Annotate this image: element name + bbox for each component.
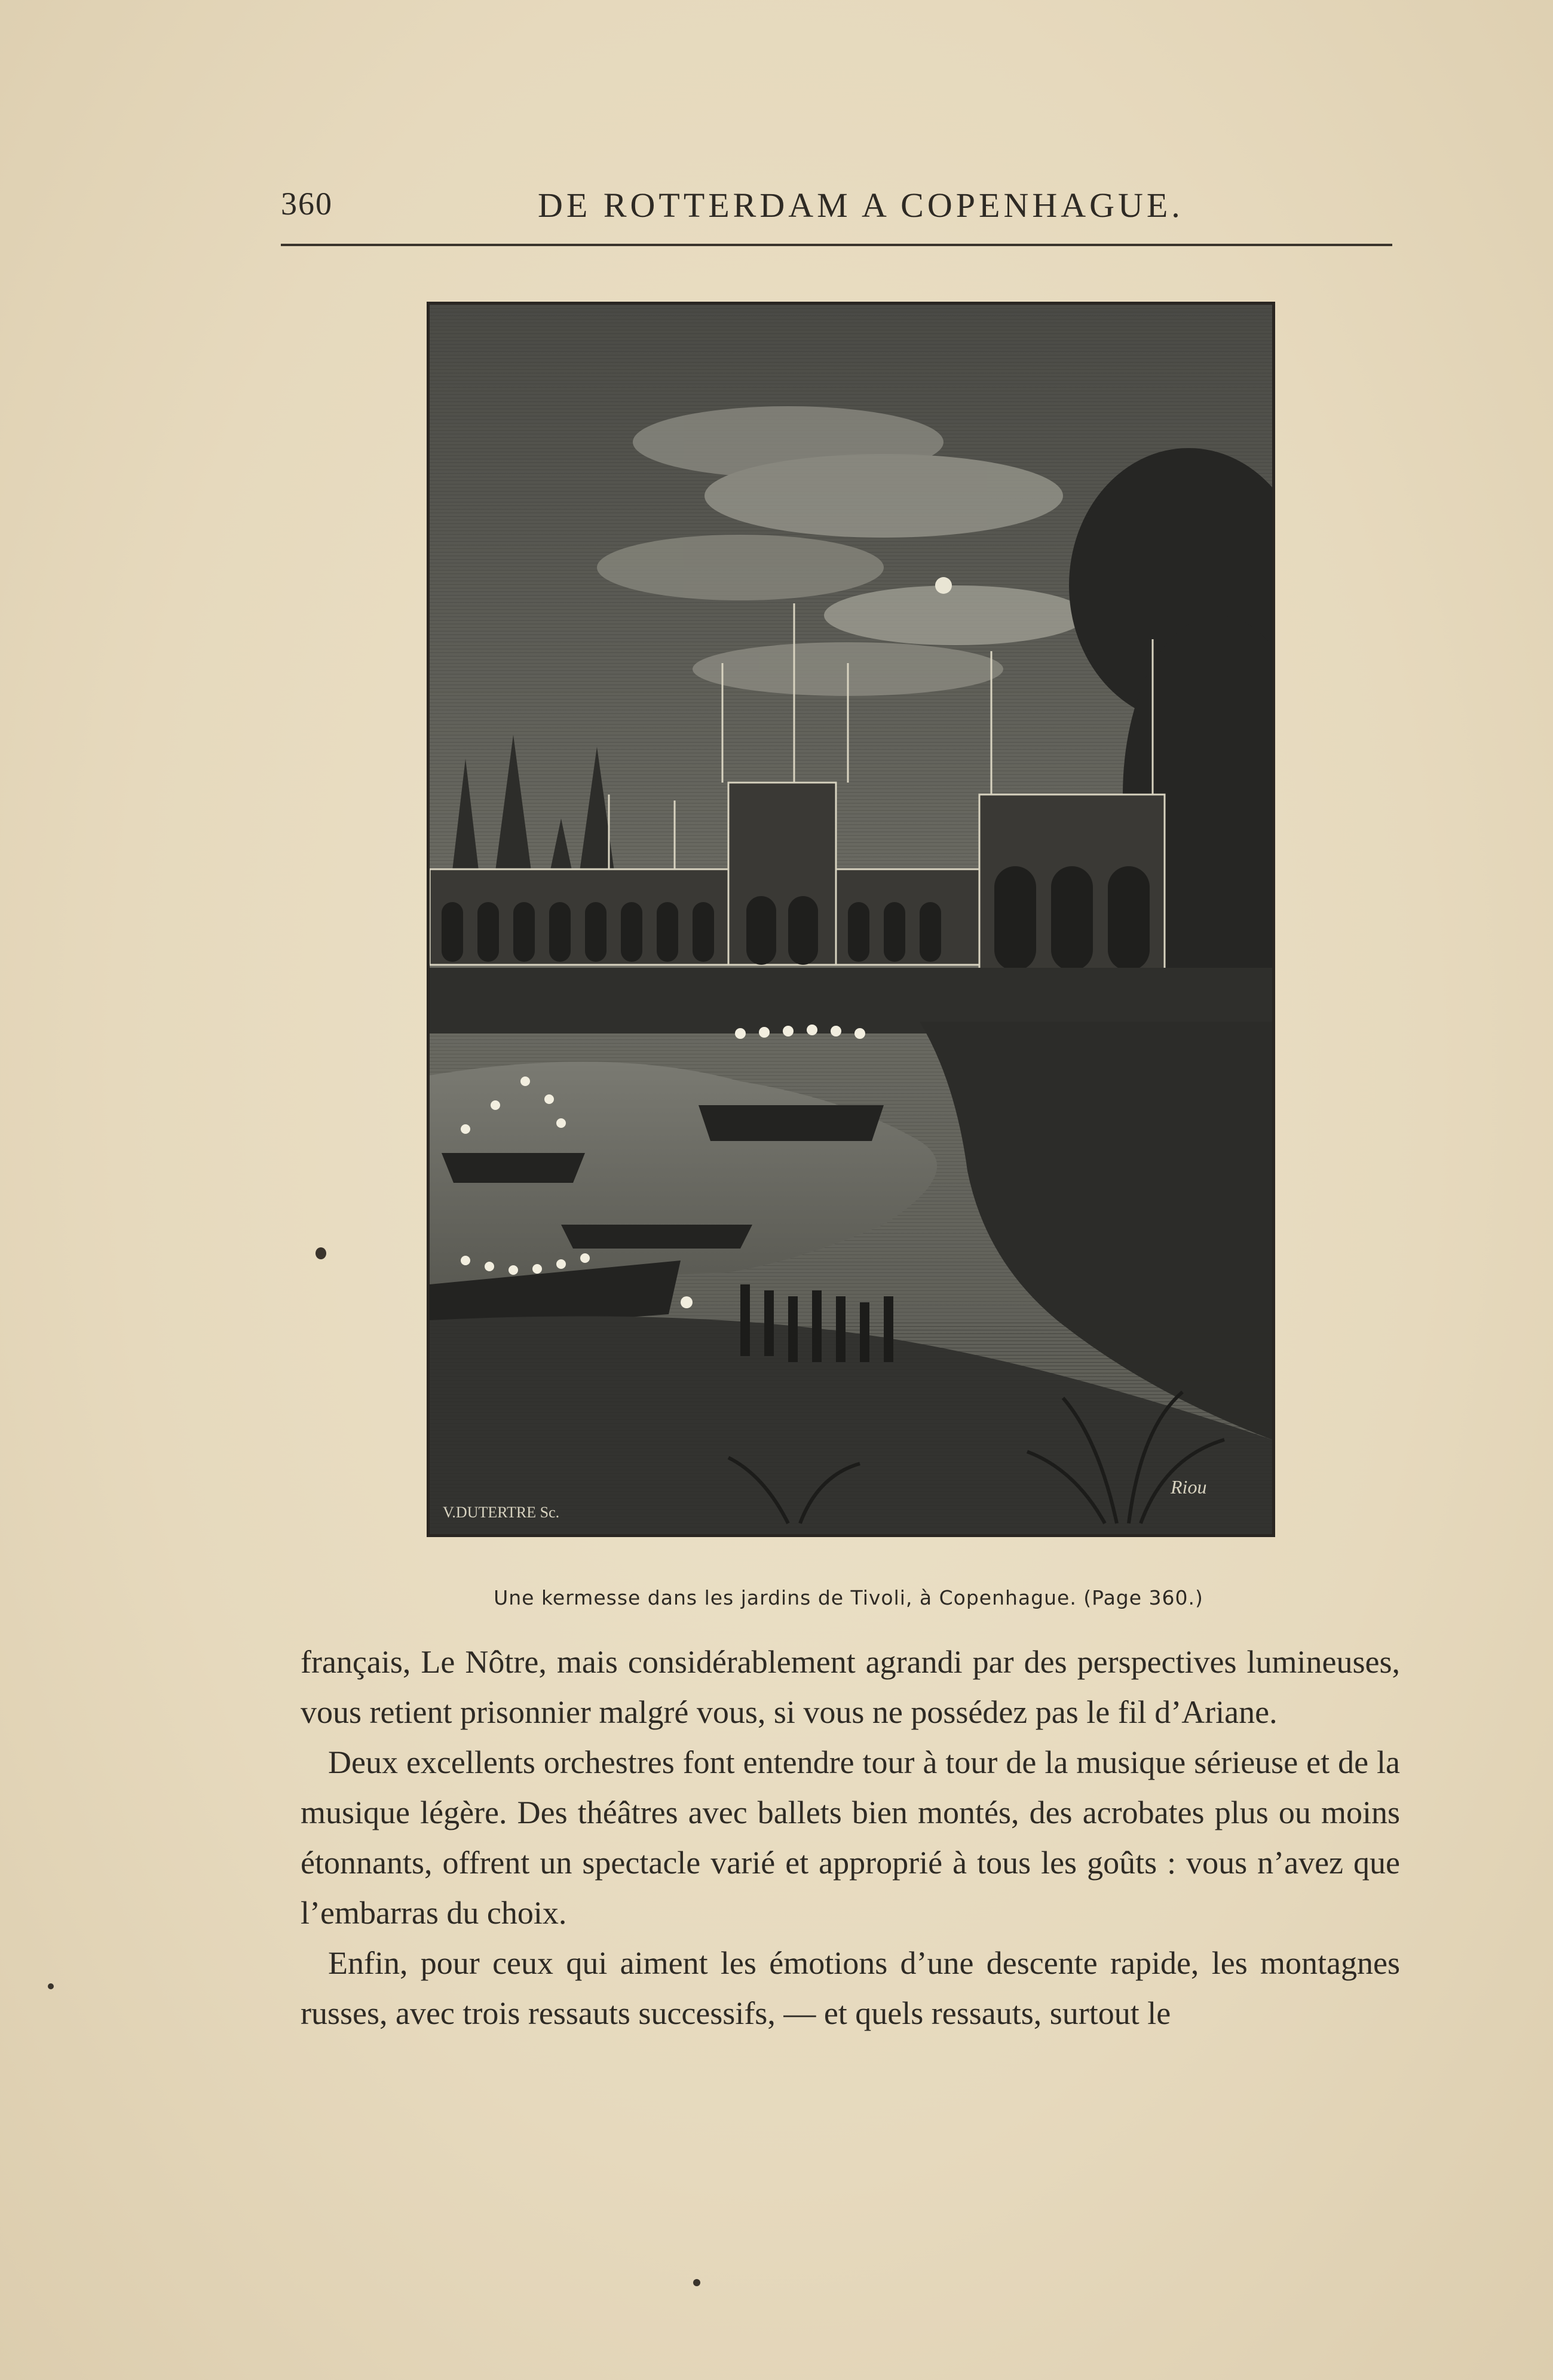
ink-speck: [315, 1247, 326, 1259]
running-title: DE ROTTERDAM A COPENHAGUE.: [538, 186, 1184, 225]
ink-speck: [693, 2279, 700, 2286]
artist-signature: Riou: [1171, 1476, 1207, 1498]
illustration-caption: Une kermesse dans les jardins de Tivoli, à Copenhague. (Page 360.): [494, 1586, 1203, 1609]
paragraph: Deux excellents orchestres font entendre tour à tour de la musique sérieuse et de la musique légère. Des théâtres avec ballets bien montés, des acrobates plus ou moins étonnants, offrent un spectacle varié et approprié à tous les goûts : vous n’avez que l’embarras du choix.: [301, 1744, 1400, 1931]
moon: [935, 577, 952, 594]
header-rule: [281, 244, 1392, 246]
engraving-illustration: [427, 302, 1275, 1537]
paragraph: Enfin, pour ceux qui aiment les émotions d’une descente rapide, les montagnes russes, avec trois ressauts successifs, — et quels ressauts, surtout le: [301, 1945, 1400, 2031]
paragraph: français, Le Nôtre, mais considérablement agrandi par des perspectives lumineuses, vous retient prisonnier malgré vous, si vous ne possédez pas le fil d’Ariane.: [301, 1644, 1400, 1730]
engraving-tivoli-gardens-illumination-icon: [430, 305, 1272, 1534]
page-header: [281, 179, 1392, 233]
engraver-signature: V.DUTERTRE Sc.: [443, 1504, 560, 1521]
page-number: 360: [281, 186, 333, 222]
body-text: [301, 1637, 1400, 2038]
ink-speck: [48, 1983, 54, 1989]
